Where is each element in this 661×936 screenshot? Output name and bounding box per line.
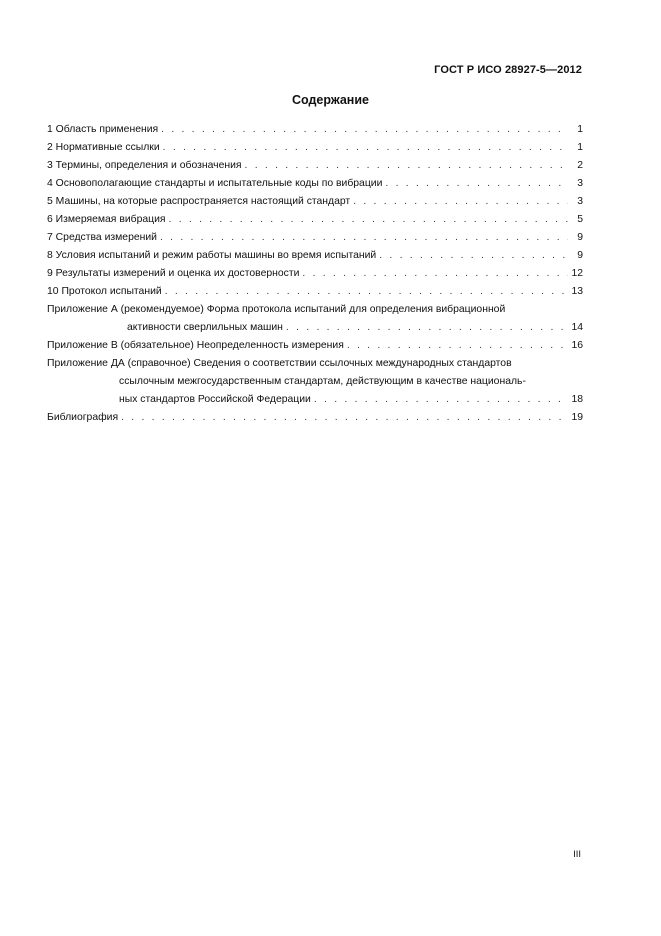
toc-entry[interactable]	[47, 121, 583, 139]
toc-entry[interactable]	[47, 139, 583, 157]
toc-annex-da-line1: Приложение ДА (справочное) Сведения о соответствии ссылочных международных стандартов	[47, 358, 512, 369]
toc-entry[interactable]	[47, 229, 583, 247]
toc-entry-text: 1 Область применения	[47, 124, 159, 135]
toc-entry-page: 9	[577, 250, 583, 261]
dot-leader	[163, 139, 568, 157]
page-number: III	[573, 849, 581, 860]
toc-annex-a[interactable]	[47, 301, 583, 337]
toc-annex-b-page: 16	[571, 340, 583, 351]
dot-leader	[314, 391, 568, 409]
toc-entry-text: 8 Условия испытаний и режим работы машины во время испытаний	[47, 250, 377, 261]
toc-entry-page: 1	[577, 124, 583, 135]
toc-annex-a-line1: Приложение А (рекомендуемое) Форма протокола испытаний для определения вибрационной	[47, 304, 506, 315]
toc-annex-a-line2: активности сверлильных машин	[127, 322, 283, 333]
toc-annex-da-page: 18	[571, 394, 583, 405]
toc-entry[interactable]	[47, 211, 583, 229]
toc-entry-text: 2 Нормативные ссылки	[47, 142, 160, 153]
toc-annex-a-row	[47, 319, 583, 337]
toc-annex-da[interactable]	[47, 355, 583, 409]
toc-entry-page: 5	[577, 214, 583, 225]
dot-leader	[286, 319, 568, 337]
dot-leader	[302, 265, 568, 283]
toc-title: Содержание	[291, 93, 369, 107]
dot-leader	[121, 409, 568, 427]
toc-annex-a-page: 14	[571, 322, 583, 333]
toc-annex-da-line3: ных стандартов Российской Федерации	[119, 394, 311, 405]
toc-entry-page: 1	[577, 142, 583, 153]
toc-annex-b-text: Приложение В (обязательное) Неопределенность измерения	[47, 340, 344, 351]
toc-entry[interactable]	[47, 193, 583, 211]
toc-entry-page: 2	[577, 160, 583, 171]
dot-leader	[353, 193, 568, 211]
dot-leader	[161, 121, 568, 139]
toc-entry-text: 5 Машины, на которые распространяется настоящий стандарт	[47, 196, 351, 207]
toc-entry[interactable]	[47, 247, 583, 265]
toc-entry-text: 3 Термины, определения и обозначения	[47, 160, 242, 171]
toc-entry-page: 3	[577, 178, 583, 189]
toc-entry-text: 9 Результаты измерений и оценка их достоверности	[47, 268, 300, 279]
toc-entry-text: 6 Измеряемая вибрация	[47, 214, 166, 225]
toc-bibliography[interactable]	[47, 409, 583, 427]
toc-entry-page: 13	[571, 286, 583, 297]
dot-leader	[165, 283, 568, 301]
dot-leader	[160, 229, 568, 247]
toc-entry-text: 4 Основополагающие стандарты и испытательные коды по вибрации	[47, 178, 383, 189]
toc-entry-text: 7 Средства измерений	[47, 232, 157, 243]
toc-bibliography-page: 19	[571, 412, 583, 423]
toc-entry[interactable]	[47, 265, 583, 283]
dot-leader	[385, 175, 568, 193]
toc-entry[interactable]	[47, 283, 583, 301]
dot-leader	[245, 157, 568, 175]
dot-leader	[347, 337, 568, 355]
toc-entry-text: 10 Протокол испытаний	[47, 286, 162, 297]
toc-annex-da-row	[47, 391, 583, 409]
toc-entry-page: 3	[577, 196, 583, 207]
toc-entry[interactable]	[47, 157, 583, 175]
toc-entry[interactable]	[47, 175, 583, 193]
toc-bibliography-text: Библиография	[47, 412, 119, 423]
document-code: ГОСТ Р ИСО 28927-5—2012	[434, 64, 582, 76]
dot-leader	[379, 247, 568, 265]
toc-annex-b[interactable]	[47, 337, 583, 355]
toc-entry-page: 9	[577, 232, 583, 243]
toc-entry-page: 12	[571, 268, 583, 279]
table-of-contents	[47, 121, 583, 427]
dot-leader	[169, 211, 568, 229]
toc-annex-da-line2: ссылочным межгосударственным стандартам, действующим в качестве националь-	[119, 376, 526, 387]
